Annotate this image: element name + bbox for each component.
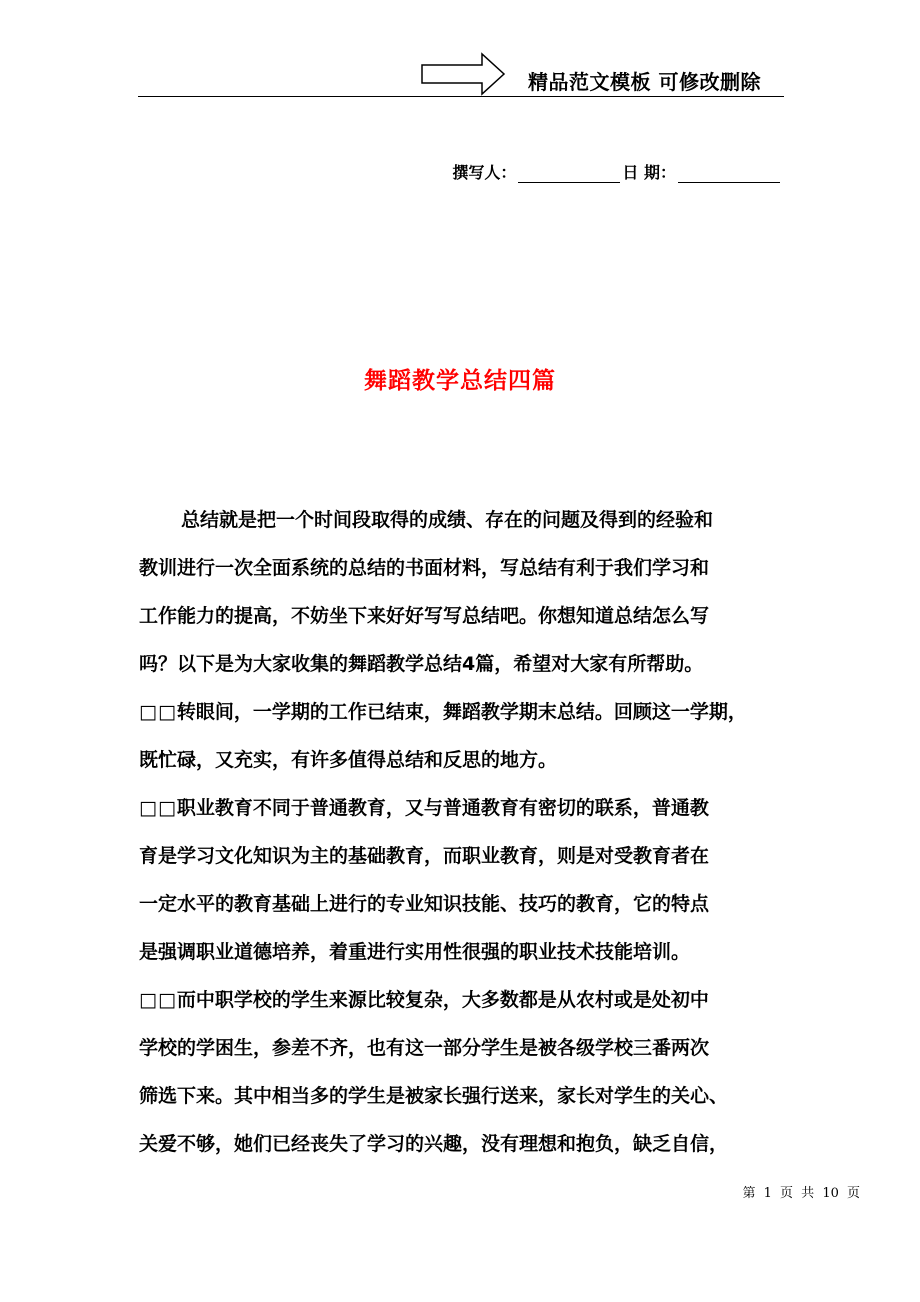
- box-glyphs: □□: [139, 797, 177, 819]
- body-line: □□而中职学校的学生来源比较复杂，大多数都是从农村或是处初中: [139, 989, 709, 1011]
- page-number: 第 1 页 共 10 页: [742, 1186, 860, 1201]
- author-date-line: [452, 160, 782, 183]
- header-rule: [138, 96, 784, 97]
- arrow-icon: [420, 52, 506, 96]
- header-label: 精品范文模板 可修改删除: [528, 70, 761, 94]
- author-label: 撰写人：: [452, 163, 517, 182]
- date-label: 日 期：: [622, 163, 676, 182]
- body-line: 育是学习文化知识为主的基础教育，而职业教育，则是对受教育者在: [139, 845, 710, 867]
- document-title: 舞蹈教学总结四篇: [364, 368, 556, 394]
- box-glyphs: □□: [139, 701, 177, 723]
- body-line: □□转眼间，一学期的工作已结束，舞蹈教学期末总结。回顾这一学期，: [139, 701, 747, 723]
- body-text: [139, 496, 787, 1168]
- body-line: 关爱不够，她们已经丧失了学习的兴趣，没有理想和抱负，缺乏自信，: [139, 1133, 729, 1155]
- date-blank: [678, 164, 780, 183]
- body-line: 筛选下来。其中相当多的学生是被家长强行送来，家长对学生的关心、: [139, 1085, 729, 1107]
- body-line: 吗？以下是为大家收集的舞蹈教学总结4篇，希望对大家有所帮助。: [139, 653, 704, 675]
- body-line: 既忙碌，又充实，有许多值得总结和反思的地方。: [139, 749, 558, 771]
- box-glyphs: □□: [139, 989, 177, 1011]
- body-line: 总结就是把一个时间段取得的成绩、存在的问题及得到的经验和: [181, 509, 714, 531]
- author-blank: [518, 164, 620, 183]
- body-line: 工作能力的提高，不妨坐下来好好写写总结吧。你想知道总结怎么写: [139, 605, 710, 627]
- body-line: □□职业教育不同于普通教育，又与普通教育有密切的联系，普通教: [139, 797, 709, 819]
- body-line: 教训进行一次全面系统的总结的书面材料，写总结有利于我们学习和: [139, 557, 710, 579]
- body-line: 一定水平的教育基础上进行的专业知识技能、技巧的教育，它的特点: [139, 893, 710, 915]
- body-line: 是强调职业道德培养，着重进行实用性很强的职业技术技能培训。: [139, 941, 691, 963]
- body-line: 学校的学困生，参差不齐，也有这一部分学生是被各级学校三番两次: [139, 1037, 710, 1059]
